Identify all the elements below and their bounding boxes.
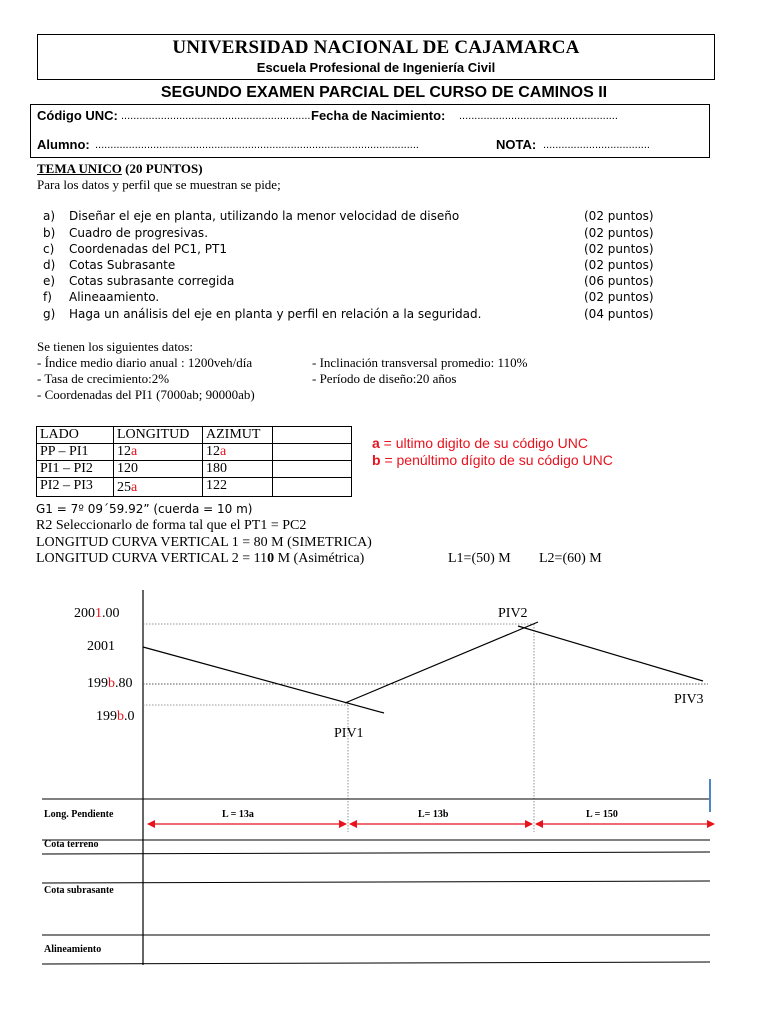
table-cell: 12a [203, 444, 273, 461]
list-item: g) Haga un análisis del eje en planta y perfil en relación a la seguridad. [43, 307, 482, 321]
piv3-label: PIV3 [674, 692, 704, 707]
grade-line-1 [143, 647, 384, 713]
r2-text: R2 Seleccionarlo de forma tal que el PT1 = PC2 [36, 518, 307, 533]
item-points: (06 puntos) [584, 274, 654, 288]
table-cell: 25a [114, 478, 203, 497]
lcv1-text: LONGITUD CURVA VERTICAL 1 = 80 M (SIMETRICA) [36, 535, 372, 550]
row-label-alineamiento: Alineamiento [44, 944, 102, 955]
list-item: f) Alineaamiento. [43, 290, 160, 304]
table-cell: PP – PI1 [37, 444, 114, 461]
item-points: (04 puntos) [584, 307, 654, 321]
exam-title: SEGUNDO EXAMEN PARCIAL DEL CURSO DE CAMINOS II [160, 84, 608, 101]
length-label-1: L = 13a [222, 809, 254, 820]
l2-text: L2=(60) M [539, 551, 602, 566]
table-header: LADO [37, 427, 114, 444]
row-label-cota-terreno: Cota terreno [44, 839, 99, 850]
item-points: (02 puntos) [584, 242, 654, 256]
item-points: (02 puntos) [584, 290, 654, 304]
item-points: (02 puntos) [584, 209, 654, 223]
row-label-long-pendiente: Long. Pendiente [44, 809, 114, 820]
grade-line-3 [518, 626, 703, 681]
table-line [42, 852, 710, 854]
tema-intro: Para los datos y perfil que se muestran se pide; [37, 177, 281, 192]
legend-a: a = ultimo digito de su código UNC [372, 435, 588, 451]
table-cell: PI2 – PI3 [37, 478, 114, 497]
l1-text: L1=(50) M [448, 551, 511, 566]
table-header: LONGITUD [114, 427, 203, 444]
codigo-label: Código UNC: [37, 108, 118, 123]
grade-line-2 [345, 622, 538, 703]
nota-label: NOTA: [496, 137, 537, 152]
elevation-label-199b80: 199b.80 [87, 676, 133, 691]
elevation-label-199b0: 199b.0 [96, 709, 135, 724]
list-item: b) Cuadro de progresivas. [43, 226, 209, 240]
table-cell: 12a [114, 444, 203, 461]
datos-periodo: - Período de diseño:20 años [312, 371, 457, 386]
length-label-2: L= 13b [418, 809, 449, 820]
g1-text: G1 = 7º 09´59.92” (cuerda = 10 m) [36, 502, 253, 516]
datos-inclinacion: - Inclinación transversal promedio: 110% [312, 355, 528, 370]
piv2-label: PIV2 [498, 606, 528, 621]
legend-b: b = penúltimo dígito de su código UNC [372, 452, 613, 468]
lcv2-text: LONGITUD CURVA VERTICAL 2 = 110 M (Asimétrica) [36, 551, 365, 566]
table-cell: PI1 – PI2 [37, 461, 114, 478]
fecha-field[interactable]: .................................................... [459, 110, 618, 122]
tema-title: TEMA UNICO [37, 161, 122, 176]
table-line [42, 962, 710, 964]
nota-field[interactable]: ................................... [543, 139, 650, 151]
tema-points: (20 PUNTOS) [121, 161, 203, 176]
length-label-3: L = 150 [586, 809, 618, 820]
alumno-field[interactable]: .......................................................................................................... [95, 139, 419, 151]
item-points: (02 puntos) [584, 226, 654, 240]
list-item: e) Cotas subrasante corregida [43, 274, 235, 288]
codigo-field[interactable]: .............................................................. [121, 110, 311, 122]
datos-coordenadas: - Coordenadas del PI1 (7000ab; 90000ab) [37, 387, 255, 402]
school-name: Escuela Profesional de Ingeniería Civil [256, 60, 496, 75]
list-item: c) Coordenadas del PC1, PT1 [43, 242, 228, 256]
row-label-cota-subrasante: Cota subrasante [44, 885, 114, 896]
elevation-label-2001-00: 2001.00 [74, 606, 120, 621]
table-header: AZIMUT [203, 427, 273, 444]
item-points: (02 puntos) [584, 258, 654, 272]
table-cell: 120 [114, 461, 203, 478]
table-line [42, 881, 710, 883]
fecha-label: Fecha de Nacimiento: [311, 108, 446, 123]
list-item: d) Cotas Subrasante [43, 258, 176, 272]
datos-imd: - Índice medio diario anual : 1200veh/día [37, 355, 253, 370]
table-cell: 180 [203, 461, 273, 478]
list-item: a) Diseñar el eje en planta, utilizando la menor velocidad de diseño [43, 209, 460, 223]
alumno-label: Alumno: [37, 137, 90, 152]
piv1-label: PIV1 [334, 726, 364, 741]
datos-tasa: - Tasa de crecimiento:2% [37, 371, 170, 386]
university-title: UNIVERSIDAD NACIONAL DE CAJAMARCA [172, 37, 580, 58]
datos-intro: Se tienen los siguientes datos: [37, 339, 193, 354]
elevation-label-2001: 2001 [87, 639, 115, 654]
table-cell: 122 [203, 478, 273, 497]
